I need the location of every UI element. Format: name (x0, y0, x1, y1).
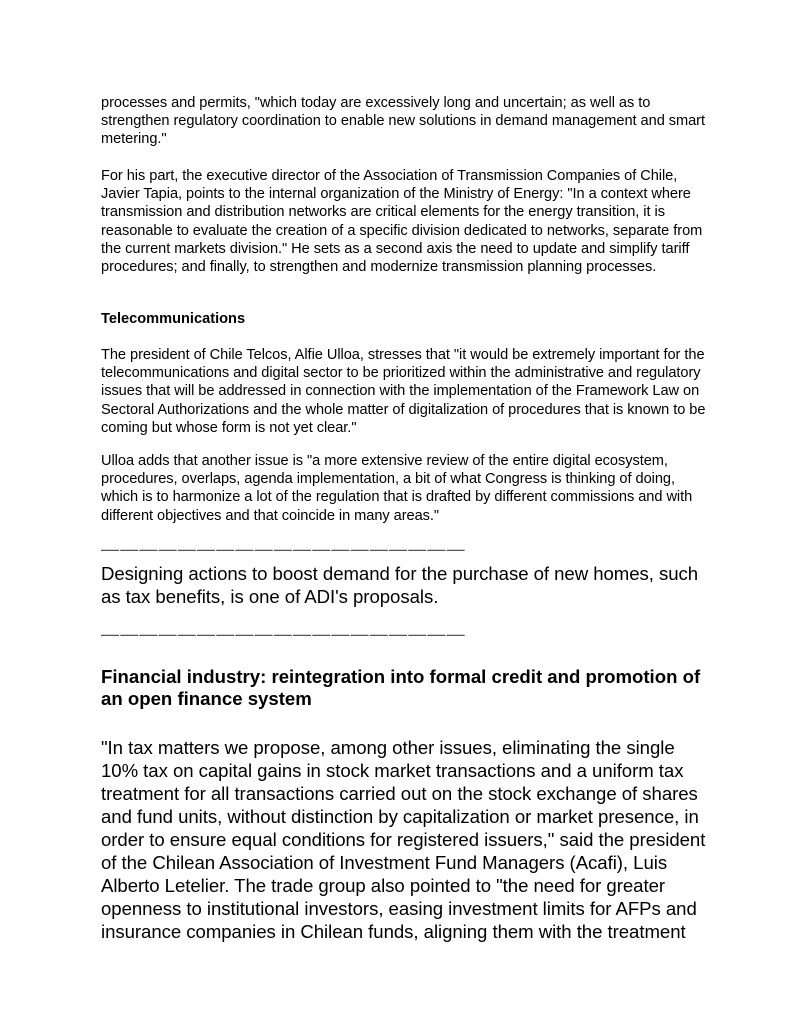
section-heading-telecommunications: Telecommunications (101, 311, 246, 327)
paragraph-telecom-ulloa: The president of Chile Telcos, Alfie Ulloa, stresses that "it would be extremely important for the telecommunications and digital sector to be prioritized within the administrative and regulatory issues that will be addressed in connection with the implementation of the Framework Law on Sectoral Authorizations and the whole matter of digitalization of procedures that is known to be coming but whose form is not yet clear." (101, 347, 706, 436)
pull-quote-separator-top: ——————————————————— (101, 539, 466, 559)
pull-quote-text: Designing actions to boost demand for the purchase of new homes, such as tax benefits, is one of ADI's proposals. (101, 563, 699, 607)
paragraph-permits: processes and permits, "which today are excessively long and uncertain; as well as to strengthen regulatory coordination to enable new solutions in demand management and smart metering." (101, 95, 705, 148)
paragraph-transmission-tapia: For his part, the executive director of the Association of Transmission Companies of Chile, Javier Tapia, points to the internal organization of the Ministry of Energy: "In a context where transmission and distribution networks are critical elements for the energy transition, it is reasonable to evaluate the creation of a specific division dedicated to networks, separate from the current markets division." He sets as a second axis the need to update and simplify tariff procedures; and finally, to strengthen and modernize transmission planning processes. (101, 168, 703, 276)
pull-quote-separator-bottom: ——————————————————— (101, 624, 466, 644)
section-heading-financial-industry: Financial industry: reintegration into formal credit and promotion of an open finance system (101, 666, 701, 709)
paragraph-ulloa-review: Ulloa adds that another issue is "a more extensive review of the entire digital ecosystem, procedures, overlaps, agenda implementation, a bit of what Congress is thinking of doing, which is to harmonize a lot of the regulation that is drafted by different commissions and with different objectives and that coincide in many areas." (101, 453, 693, 524)
paragraph-acafi-tax: "In tax matters we propose, among other issues, eliminating the single 10% tax on capital gains in stock market transactions and a uniform tax treatment for all transactions carried out on the stock exchange of shares and fund units, without distinction by capitalization or market presence, in order to ensure equal conditions for registered issuers," said the president of the Chilean Association of Investment Fund Managers (Acafi), Luis Alberto Letelier. The trade group also pointed to "the need for greater openness to institutional investors, easing investment limits for AFPs and insurance companies in Chilean funds, aligning them with the treatment (101, 737, 706, 942)
